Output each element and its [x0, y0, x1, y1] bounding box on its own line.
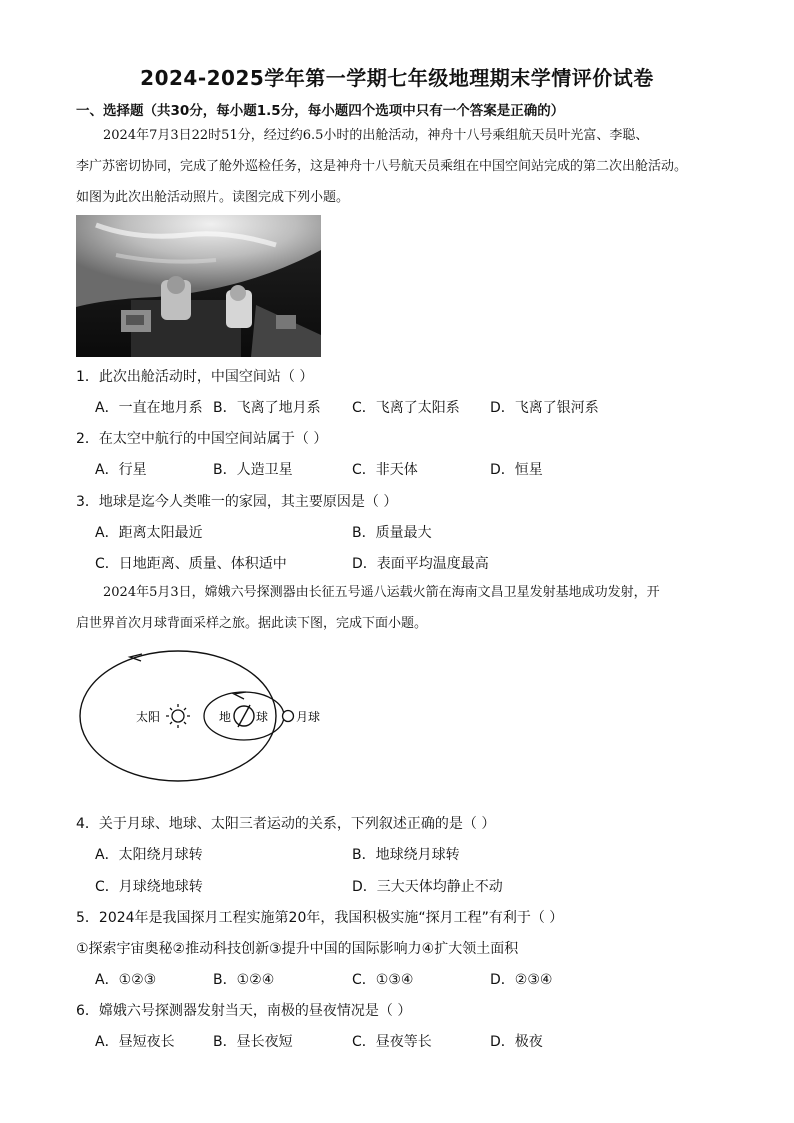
q6-option-a[interactable]: A．昼短夜长 — [95, 1034, 175, 1050]
q2-option-b[interactable]: B．人造卫星 — [213, 462, 293, 478]
sun-earth-moon-diagram — [76, 648, 336, 784]
moon-icon — [283, 711, 294, 722]
intro1-line3: 如图为此次出舱活动照片。读图完成下列小题。 — [76, 190, 350, 205]
q6-stem: 6．嫦娥六号探测器发射当天，南极的昼夜情况是（ ） — [76, 1003, 412, 1019]
q2-option-d[interactable]: D．恒星 — [490, 462, 543, 478]
intro1-line1: 2024年7月3日22时51分，经过约6.5小时的出舱活动，神舟十八号乘组航天员叶光富、李聪、 — [103, 128, 649, 143]
moon-label: 月球 — [296, 710, 321, 724]
q1-option-c[interactable]: C．飞离了太阳系 — [352, 400, 460, 416]
q1-option-d[interactable]: D．飞离了银河系 — [490, 400, 599, 416]
q2-stem: 2．在太空中航行的中国空间站属于（ ） — [76, 431, 328, 447]
q5-option-a[interactable]: A．①②③ — [95, 972, 157, 988]
sun-icon — [166, 704, 190, 728]
q5-option-b[interactable]: B．①②④ — [213, 972, 275, 988]
q3-option-b[interactable]: B．质量最大 — [352, 525, 432, 541]
q3-option-a[interactable]: A．距离太阳最近 — [95, 525, 203, 541]
q6-option-b[interactable]: B．昼长夜短 — [213, 1034, 293, 1050]
q4-stem: 4．关于月球、地球、太阳三者运动的关系，下列叙述正确的是（ ） — [76, 816, 496, 832]
intro-paragraph-2 — [76, 577, 726, 639]
intro2-line1: 2024年5月3日，嫦娥六号探测器由长征五号遥八运载火箭在海南文昌卫星发射基地成功发射，开 — [103, 585, 660, 600]
q2-option-c[interactable]: C．非天体 — [352, 462, 418, 478]
q5-items: ①探索宇宙奥秘②推动科技创新③提升中国的国际影响力④扩大领土面积 — [76, 941, 519, 957]
q5-stem: 5．2024年是我国探月工程实施第20年，我国积极实施“探月工程”有利于（ ） — [76, 910, 564, 926]
q3-option-c[interactable]: C．日地距离、质量、体积适中 — [95, 556, 287, 572]
earth-label-left: 地 — [219, 710, 232, 724]
q5-option-c[interactable]: C．①③④ — [352, 972, 414, 988]
q3-option-d[interactable]: D．表面平均温度最高 — [352, 556, 489, 572]
earth-label-right: 球 — [256, 710, 269, 724]
q3-stem: 3．地球是迄今人类唯一的家园，其主要原因是（ ） — [76, 494, 398, 510]
spacewalk-photo — [76, 215, 321, 357]
moon-orbit-arrow — [234, 692, 246, 699]
section-heading: 一、选择题（共30分，每小题1.5分，每小题四个选项中只有一个答案是正确的） — [76, 103, 565, 119]
q4-option-c[interactable]: C．月球绕地球转 — [95, 879, 203, 895]
sun-label: 太阳 — [136, 710, 161, 724]
earth-icon — [234, 705, 254, 727]
q1-stem: 1．此次出舱活动时，中国空间站（ ） — [76, 369, 314, 385]
intro1-line2: 李广苏密切协同，完成了舱外巡检任务，这是神舟十八号航天员乘组在中国空间站完成的第二次出舱活动。 — [76, 159, 688, 174]
intro2-line2: 启世界首次月球背面采样之旅。据此读下图，完成下面小题。 — [76, 616, 428, 631]
q6-option-d[interactable]: D．极夜 — [490, 1034, 543, 1050]
intro-paragraph-1 — [76, 120, 726, 213]
q1-option-a[interactable]: A．一直在地月系 — [95, 400, 203, 416]
q6-option-c[interactable]: C．昼夜等长 — [352, 1034, 432, 1050]
q5-option-d[interactable]: D．②③④ — [490, 972, 553, 988]
q1-option-b[interactable]: B．飞离了地月系 — [213, 400, 321, 416]
q4-option-a[interactable]: A．太阳绕月球转 — [95, 847, 203, 863]
q4-option-b[interactable]: B．地球绕月球转 — [352, 847, 460, 863]
q4-option-d[interactable]: D．三大天体均静止不动 — [352, 879, 503, 895]
q2-option-a[interactable]: A．行星 — [95, 462, 147, 478]
exam-title: 2024-2025学年第一学期七年级地理期末学情评价试卷 — [140, 66, 654, 90]
